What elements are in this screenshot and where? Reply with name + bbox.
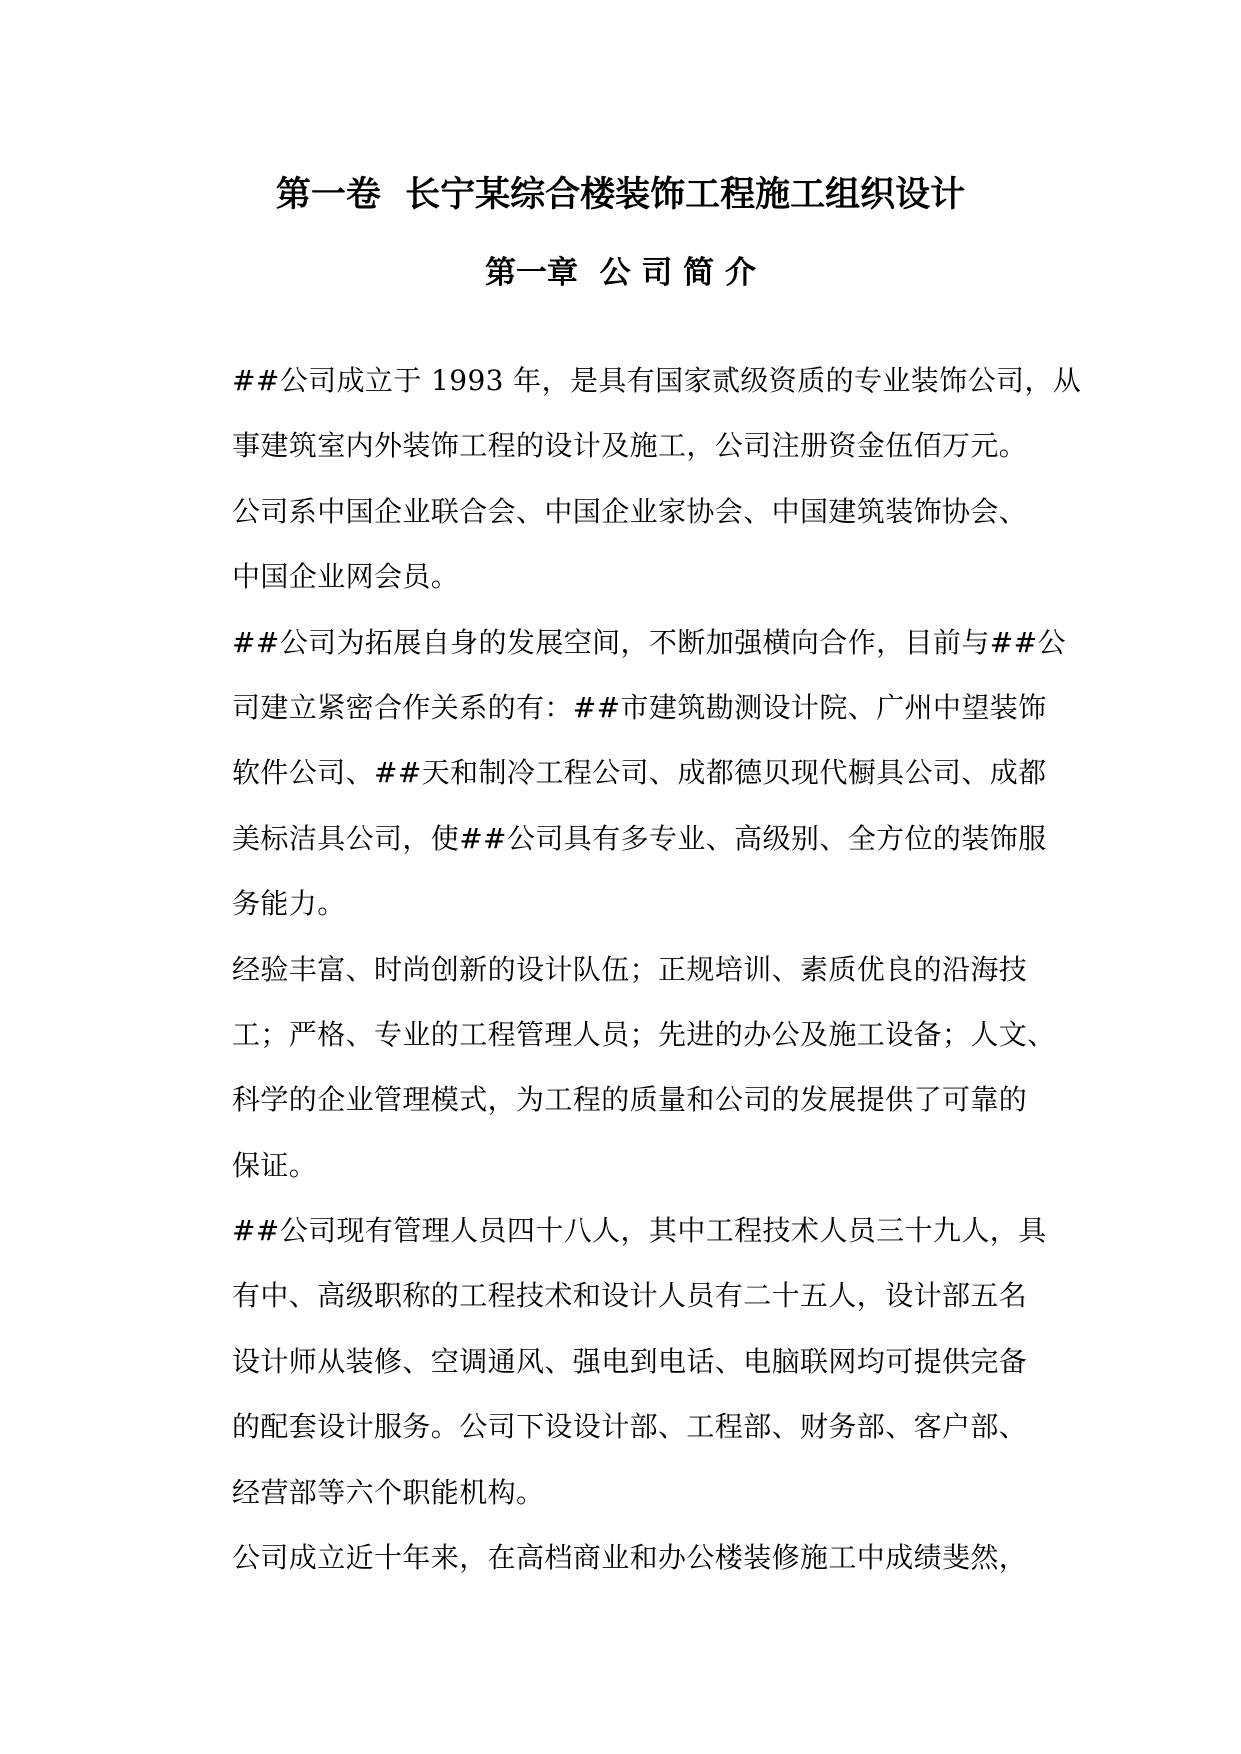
text-line: 务能力。 (232, 887, 346, 921)
text-line: 软件公司、##天和制冷工程公司、成都德贝现代橱具公司、成都 (232, 756, 1047, 790)
text-line: 设计师从装修、空调通风、强电到电话、电脑联网均可提供完备 (232, 1344, 1028, 1378)
text-line: 公司系中国企业联合会、中国企业家协会、中国建筑装饰协会、 (232, 494, 1028, 528)
body-text (232, 355, 1082, 1597)
text-line: 事建筑室内外装饰工程的设计及施工，公司注册资金伍佰万元。 (232, 429, 1028, 463)
text-line: ##公司成立于 1993 年，是具有国家贰级资质的专业装饰公司，从 (232, 364, 1082, 397)
text-line: 经营部等六个职能机构。 (232, 1475, 545, 1509)
text-line: 保证。 (232, 1148, 318, 1182)
text-line: 司建立紧密合作关系的有：##市建筑勘测设计院、广州中望装饰 (232, 690, 1047, 724)
text-line: 有中、高级职称的工程技术和设计人员有二十五人，设计部五名 (232, 1279, 1028, 1313)
volume-title: 第一卷 长宁某综合楼装饰工程施工组织设计 (275, 175, 966, 215)
text-line: 科学的企业管理模式，为工程的质量和公司的发展提供了可靠的 (232, 1083, 1028, 1117)
text-line: 公司成立近十年来，在高档商业和办公楼装修施工中成绩斐然， (232, 1541, 1028, 1575)
text-line: 的配套设计服务。公司下设设计部、工程部、财务部、客户部、 (232, 1410, 1028, 1444)
text-line: 中国企业网会员。 (232, 560, 460, 594)
text-line: ##公司为拓展自身的发展空间，不断加强横向合作，目前与##公 (232, 625, 1066, 659)
text-line: 工；严格、专业的工程管理人员；先进的办公及施工设备；人文、 (232, 1017, 1056, 1051)
chapter-title: 第一章 公 司 简 介 (485, 255, 756, 291)
text-line: 经验丰富、时尚创新的设计队伍；正规培训、素质优良的沿海技 (232, 952, 1028, 986)
text-line: 美标洁具公司，使##公司具有多专业、高级别、全方位的装饰服 (232, 821, 1047, 855)
text-line: ##公司现有管理人员四十八人，其中工程技术人员三十九人，具 (232, 1214, 1047, 1248)
